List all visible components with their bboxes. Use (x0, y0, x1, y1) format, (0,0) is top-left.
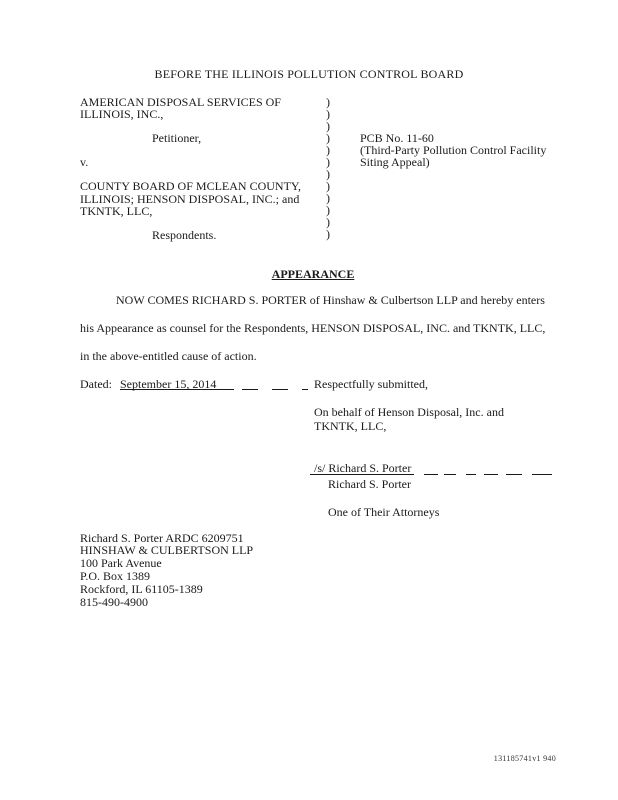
versus: v. (80, 155, 89, 169)
date-underline (272, 389, 288, 390)
body-line-2: his Appearance as counsel for the Respondents, HENSON DISPOSAL, INC. and TKNTK, LLC, (80, 321, 546, 335)
caption-paren: ) (326, 95, 330, 109)
dated-label: Dated: (80, 377, 112, 391)
document-id: 131185741v1 940 (493, 754, 556, 763)
attorney-block-line6: 815-490-4900 (80, 595, 148, 609)
electronic-signature: /s/ Richard S. Porter (314, 461, 412, 475)
caption-paren: ) (326, 227, 330, 241)
dated-value-text: September 15, 2014 (120, 377, 217, 391)
date-underline (242, 389, 258, 390)
attorney-block-line3: 100 Park Avenue (80, 556, 162, 570)
respondent-name-line1: COUNTY BOARD OF MCLEAN COUNTY, (80, 179, 302, 193)
attorney-block-line2: HINSHAW & CULBERTSON LLP (80, 543, 254, 557)
signature-underline (532, 474, 552, 475)
signer-name: Richard S. Porter (328, 477, 411, 491)
body-line-3: in the above-entitled cause of action. (80, 349, 257, 363)
respondent-name-line3: TKNTK, LLC, (80, 204, 153, 218)
respondent-role: Respondents. (152, 228, 217, 242)
date-underline (302, 389, 308, 390)
caption-paren: ) (326, 119, 330, 133)
attorney-block-line4: P.O. Box 1389 (80, 569, 151, 583)
petitioner-name-line2: ILLINOIS, INC., (80, 107, 164, 121)
caption-paren: ) (326, 179, 330, 193)
caption-paren: ) (326, 203, 330, 217)
caption-paren: ) (326, 167, 330, 181)
caption-paren: ) (326, 107, 330, 121)
on-behalf-line2: TKNTK, LLC, (314, 419, 387, 433)
case-type-line2: Siting Appeal) (360, 155, 430, 169)
document-heading: APPEARANCE (271, 267, 355, 281)
attorney-block-line5: Rockford, IL 61105-1389 (80, 582, 203, 596)
case-type-line1: (Third-Party Pollution Control Facility (360, 143, 547, 157)
signature-underline (484, 474, 498, 475)
date-underline (120, 389, 234, 390)
body-line-1: NOW COMES RICHARD S. PORTER of Hinshaw & Culbertson LLP and hereby enters (116, 293, 545, 307)
caption-paren: ) (326, 191, 330, 205)
on-behalf-line1: On behalf of Henson Disposal, Inc. and (314, 405, 504, 419)
petitioner-name-line1: AMERICAN DISPOSAL SERVICES OF (80, 95, 281, 109)
caption-paren: ) (326, 131, 330, 145)
caption-paren: ) (326, 155, 330, 169)
petitioner-role: Petitioner, (152, 131, 202, 145)
caption-paren: ) (326, 143, 330, 157)
signature-underline (310, 474, 414, 475)
caption-paren: ) (326, 215, 330, 229)
case-number: PCB No. 11-60 (360, 131, 434, 145)
respondent-name-line2: ILLINOIS; HENSON DISPOSAL, INC.; and (80, 192, 300, 206)
signature-underline (444, 474, 456, 475)
respectfully-submitted: Respectfully submitted, (314, 377, 428, 391)
attorney-block-line1: Richard S. Porter ARDC 6209751 (80, 531, 244, 545)
court-title: BEFORE THE ILLINOIS POLLUTION CONTROL BOARD (154, 67, 464, 81)
signature-underline (466, 474, 476, 475)
attorney-role: One of Their Attorneys (328, 505, 440, 519)
signature-underline (424, 474, 438, 475)
signature-underline (506, 474, 522, 475)
